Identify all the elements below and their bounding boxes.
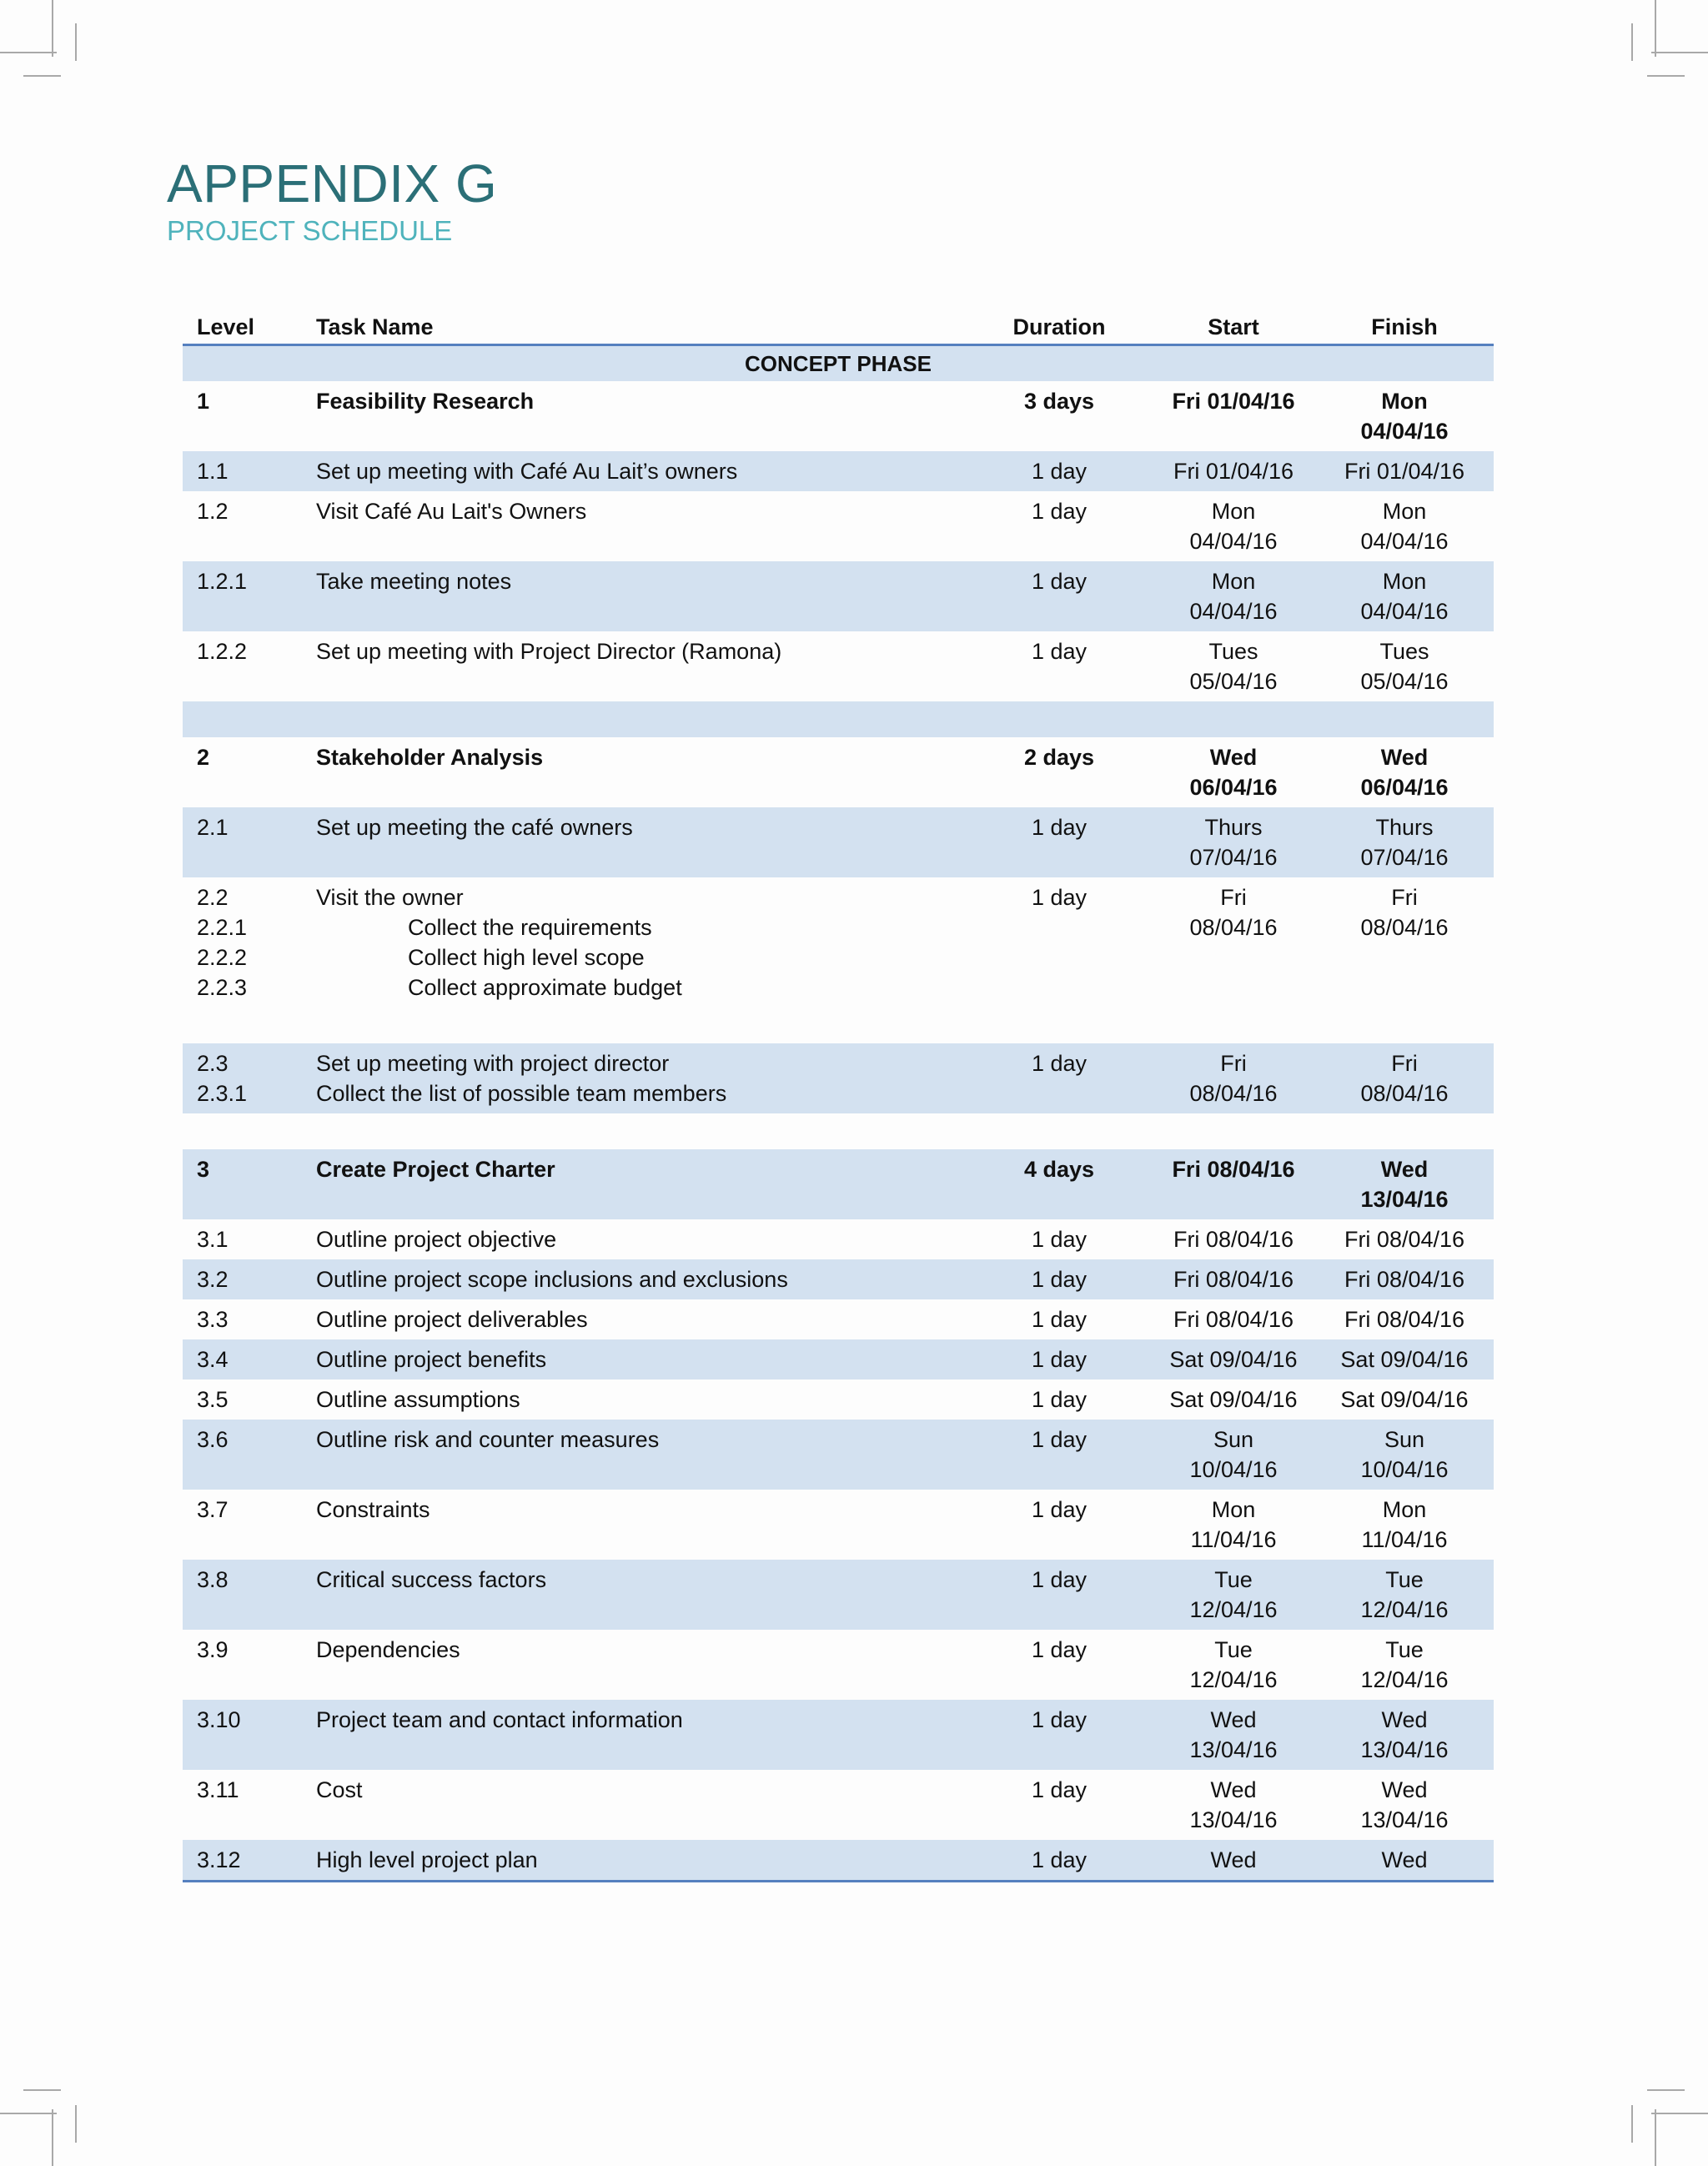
crop-mark	[1651, 2113, 1708, 2114]
row-spacer	[183, 1008, 1494, 1043]
cell-start: Mon 04/04/16	[1189, 569, 1278, 624]
cell-task	[316, 1224, 967, 1254]
cell-duration: 3 days	[1023, 389, 1095, 414]
table-row	[183, 381, 1494, 451]
cell-task	[316, 456, 967, 486]
cell-start: Fri 08/04/16	[1173, 1307, 1294, 1332]
cell-finish: Sun 10/04/16	[1360, 1427, 1449, 1482]
cell-start: Fri 08/04/16	[1172, 1157, 1295, 1182]
task-name: Outline project objective	[316, 1227, 557, 1252]
cell-duration: 1 day	[1031, 1387, 1088, 1412]
cell-finish: Fri 08/04/16	[1360, 885, 1449, 940]
task-name: Constraints	[316, 1497, 430, 1522]
cell-finish: Tue 12/04/16	[1360, 1637, 1449, 1692]
cell-level: 3.12	[197, 1847, 241, 1872]
subtask-list: Collect the requirements Collect high level scope Collect approximate budget	[408, 915, 682, 1000]
task-name: Create Project Charter	[316, 1157, 555, 1182]
cell-level: 2.3 2.3.1	[197, 1051, 248, 1106]
cell-start: Fri 01/04/16	[1172, 389, 1295, 414]
cell-start: Sat 09/04/16	[1169, 1347, 1298, 1372]
header-task: Task Name	[316, 314, 434, 339]
cell-level: 3.3	[197, 1307, 229, 1332]
task-name: Outline assumptions	[316, 1387, 520, 1412]
cell-level: 1.1	[197, 459, 229, 484]
table-row	[183, 737, 1494, 807]
cell-finish: Wed	[1381, 1847, 1428, 1872]
table-row	[183, 491, 1494, 561]
cell-level: 3.8	[197, 1567, 229, 1592]
header-start: Start	[1208, 314, 1259, 339]
cell-start: Thurs 07/04/16	[1189, 815, 1278, 870]
cell-level: 3.7	[197, 1497, 229, 1522]
cell-duration: 2 days	[1023, 745, 1095, 770]
crop-mark	[1651, 52, 1708, 53]
table-row	[183, 451, 1494, 491]
cell-finish: Fri 08/04/16	[1360, 1051, 1449, 1106]
cell-task	[316, 1775, 967, 1835]
cell-start: Wed 13/04/16	[1189, 1707, 1278, 1762]
task-name: Visit the owner	[316, 885, 464, 910]
page-title: APPENDIX G	[167, 153, 498, 214]
schedule-table	[183, 310, 1494, 1882]
header-duration: Duration	[1012, 314, 1106, 339]
cell-start: Fri 08/04/16	[1189, 1051, 1278, 1106]
cell-finish: Fri 08/04/16	[1344, 1267, 1465, 1292]
cell-start: Fri 08/04/16	[1173, 1227, 1294, 1252]
table-row	[183, 1219, 1494, 1259]
cell-start: Fri 08/04/16	[1189, 885, 1278, 940]
task-name: Feasibility Research	[316, 389, 535, 414]
cell-task	[316, 636, 967, 696]
cell-duration: 1 day	[1031, 1777, 1088, 1802]
cell-finish: Mon 04/04/16	[1360, 569, 1449, 624]
cell-task	[316, 1304, 967, 1334]
cell-start: Wed 13/04/16	[1189, 1777, 1278, 1832]
crop-mark	[23, 2089, 61, 2091]
crop-mark	[52, 2109, 53, 2166]
cell-task	[316, 1845, 967, 1875]
table-row	[183, 1339, 1494, 1380]
cell-task	[316, 1495, 967, 1555]
cell-task	[316, 1425, 967, 1485]
page-subtitle: PROJECT SCHEDULE	[167, 215, 453, 246]
cell-duration: 1 day	[1031, 1707, 1088, 1732]
crop-mark	[52, 0, 53, 57]
table-row	[183, 1630, 1494, 1700]
cell-duration: 1 day	[1031, 1497, 1088, 1522]
cell-level: 1.2.2	[197, 639, 248, 664]
table-row	[183, 1700, 1494, 1770]
cell-task	[316, 1264, 967, 1294]
cell-duration: 1 day	[1031, 569, 1088, 594]
cell-finish: Wed 13/04/16	[1360, 1707, 1449, 1762]
cell-level: 3.10	[197, 1707, 241, 1732]
crop-mark	[1647, 75, 1685, 77]
cell-start: Wed	[1210, 1847, 1257, 1872]
cell-task	[316, 1385, 967, 1415]
cell-start: Mon 11/04/16	[1190, 1497, 1277, 1552]
cell-level: 3.5	[197, 1387, 229, 1412]
cell-duration: 1 day	[1031, 499, 1088, 524]
cell-task	[316, 1154, 967, 1214]
header-finish: Finish	[1371, 314, 1438, 339]
cell-finish: Tues 05/04/16	[1360, 639, 1449, 694]
cell-start: Tue 12/04/16	[1189, 1567, 1278, 1622]
cell-finish: Fri 08/04/16	[1344, 1227, 1465, 1252]
cell-duration: 1 day	[1031, 885, 1088, 910]
cell-task	[316, 1705, 967, 1765]
cell-finish: Sat 09/04/16	[1340, 1387, 1469, 1412]
cell-start: Sat 09/04/16	[1169, 1387, 1298, 1412]
cell-level: 1.2	[197, 499, 229, 524]
table-header	[183, 310, 1494, 346]
table-row	[183, 1299, 1494, 1339]
table-row	[183, 1420, 1494, 1490]
task-name: Outline risk and counter measures	[316, 1427, 660, 1452]
cell-duration: 1 day	[1031, 1567, 1088, 1592]
cell-start: Fri 01/04/16	[1173, 459, 1294, 484]
task-name: Stakeholder Analysis	[316, 745, 544, 770]
crop-mark	[75, 23, 77, 61]
cell-finish: Tue 12/04/16	[1360, 1567, 1449, 1622]
cell-duration: 1 day	[1031, 815, 1088, 840]
cell-finish: Wed 13/04/16	[1360, 1157, 1449, 1212]
cell-finish: Fri 08/04/16	[1344, 1307, 1465, 1332]
cell-task	[316, 882, 967, 1003]
task-name: Project team and contact information	[316, 1707, 683, 1732]
cell-start: Sun 10/04/16	[1189, 1427, 1278, 1482]
cell-finish: Mon 11/04/16	[1361, 1497, 1448, 1552]
cell-task	[316, 1048, 967, 1108]
cell-level: 2	[197, 745, 210, 770]
cell-start: Mon 04/04/16	[1189, 499, 1278, 554]
cell-start: Wed 06/04/16	[1189, 745, 1278, 800]
cell-task	[316, 812, 967, 872]
cell-level: 2.2 2.2.1 2.2.2 2.2.3	[197, 885, 248, 1000]
cell-duration: 1 day	[1031, 639, 1088, 664]
table-row	[183, 877, 1494, 1008]
crop-mark	[0, 2113, 57, 2114]
crop-mark	[1655, 2109, 1656, 2166]
cell-duration: 4 days	[1023, 1157, 1095, 1182]
crop-mark	[1655, 0, 1656, 57]
cell-level: 3.9	[197, 1637, 229, 1662]
title-block	[167, 153, 498, 246]
cell-duration: 1 day	[1031, 1307, 1088, 1332]
cell-level: 3.6	[197, 1427, 229, 1452]
crop-mark	[1631, 2105, 1633, 2143]
crop-mark	[75, 2105, 77, 2143]
table-row	[183, 1770, 1494, 1840]
table-row	[183, 1043, 1494, 1113]
table-row	[183, 1380, 1494, 1420]
cell-finish: Fri 01/04/16	[1344, 459, 1465, 484]
task-name: High level project plan	[316, 1847, 538, 1872]
row-spacer	[183, 1113, 1494, 1149]
cell-start: Tue 12/04/16	[1189, 1637, 1278, 1692]
cell-duration: 1 day	[1031, 1051, 1088, 1076]
table-bottom-rule	[183, 1880, 1494, 1882]
crop-mark	[0, 52, 57, 53]
row-spacer	[183, 701, 1494, 737]
task-name: Set up meeting with Project Director (Ramona)	[316, 639, 782, 664]
cell-duration: 1 day	[1031, 459, 1088, 484]
cell-level: 3.1	[197, 1227, 229, 1252]
crop-mark	[1647, 2089, 1685, 2091]
table-row	[183, 807, 1494, 877]
cell-finish: Mon 04/04/16	[1360, 499, 1449, 554]
table-row	[183, 1259, 1494, 1299]
cell-finish: Mon 04/04/16	[1360, 389, 1449, 444]
task-name: Critical success factors	[316, 1567, 547, 1592]
cell-task	[316, 1635, 967, 1695]
cell-level: 3.4	[197, 1347, 229, 1372]
cell-task	[316, 1344, 967, 1374]
cell-level: 3	[197, 1157, 210, 1182]
task-name: Outline project benefits	[316, 1347, 547, 1372]
cell-level: 2.1	[197, 815, 229, 840]
cell-finish: Thurs 07/04/16	[1360, 815, 1449, 870]
cell-task	[316, 496, 967, 556]
cell-finish: Wed 06/04/16	[1360, 745, 1449, 800]
task-name: Take meeting notes	[316, 569, 512, 594]
task-name: Outline project scope inclusions and exclusions	[316, 1267, 788, 1292]
cell-task	[316, 386, 967, 446]
table-row	[183, 631, 1494, 701]
cell-finish: Wed 13/04/16	[1360, 1777, 1449, 1832]
task-name: Dependencies	[316, 1637, 460, 1662]
cell-duration: 1 day	[1031, 1347, 1088, 1372]
cell-level: 3.2	[197, 1267, 229, 1292]
cell-task	[316, 566, 967, 626]
cell-task	[316, 742, 967, 802]
cell-level: 1.2.1	[197, 569, 248, 594]
cell-duration: 1 day	[1031, 1267, 1088, 1292]
task-name: Visit Café Au Lait's Owners	[316, 499, 587, 524]
cell-start: Fri 08/04/16	[1173, 1267, 1294, 1292]
table-row	[183, 1149, 1494, 1219]
task-name: Set up meeting with project director Collect the list of possible team members	[316, 1051, 727, 1106]
header-level: Level	[197, 314, 255, 339]
table-row	[183, 561, 1494, 631]
cell-start: Tues 05/04/16	[1189, 639, 1278, 694]
table-row	[183, 1560, 1494, 1630]
table-body	[183, 381, 1494, 1880]
cell-finish: Sat 09/04/16	[1340, 1347, 1469, 1372]
cell-duration: 1 day	[1031, 1847, 1088, 1872]
task-name: Outline project deliverables	[316, 1307, 588, 1332]
phase-heading: CONCEPT PHASE	[183, 346, 1494, 381]
cell-duration: 1 day	[1031, 1227, 1088, 1252]
cell-level: 1	[197, 389, 210, 414]
crop-mark	[23, 75, 61, 77]
cell-task	[316, 1565, 967, 1625]
task-name: Cost	[316, 1777, 363, 1802]
task-name: Set up meeting the café owners	[316, 815, 633, 840]
cell-level: 3.11	[197, 1777, 239, 1802]
table-row	[183, 1840, 1494, 1880]
crop-mark	[1631, 23, 1633, 61]
task-name: Set up meeting with Café Au Lait’s owners	[316, 459, 738, 484]
cell-duration: 1 day	[1031, 1427, 1088, 1452]
table-row	[183, 1490, 1494, 1560]
cell-duration: 1 day	[1031, 1637, 1088, 1662]
